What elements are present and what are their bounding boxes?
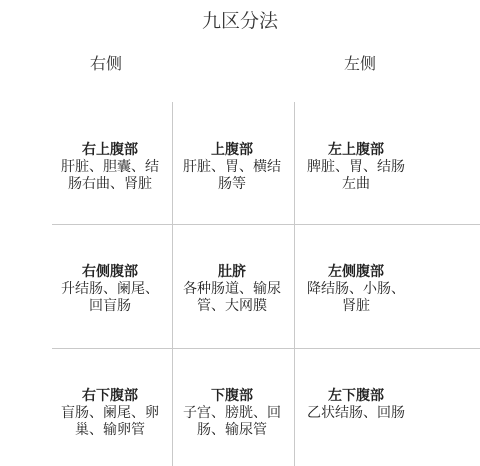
region-organs: 脾脏、胃、结肠 (307, 159, 405, 175)
region-organs: 肾脏 (342, 298, 370, 314)
region-organs: 肝脏、胃、横结 (183, 159, 281, 175)
diagram-title: 九区分法 (201, 10, 278, 32)
region-organs: 盲肠、阑尾、卵 (61, 405, 159, 421)
region-organs: 肠右曲、肾脏 (68, 176, 152, 192)
region-name: 左下腹部 (328, 388, 384, 404)
region-organs: 回盲肠 (89, 298, 131, 314)
region-organs: 管、大网膜 (197, 298, 267, 314)
region-middle-right (52, 264, 168, 315)
region-upper-left (298, 142, 414, 193)
region-name: 下腹部 (211, 388, 253, 404)
region-organs: 巢、输卵管 (75, 422, 145, 438)
region-organs: 升结肠、阑尾、 (61, 281, 159, 297)
grid-line-vertical-2 (294, 102, 295, 466)
region-organs: 子宫、膀胱、回 (183, 405, 281, 421)
side-label-right: 右侧 (89, 54, 122, 73)
region-lower-left (298, 388, 414, 422)
region-name: 右下腹部 (82, 388, 138, 404)
region-organs: 肠、输尿管 (197, 422, 267, 438)
region-lower-right (52, 388, 168, 439)
region-upper-middle (174, 142, 290, 193)
region-middle-center (174, 264, 290, 315)
region-name: 右上腹部 (82, 142, 138, 158)
region-middle-left (298, 264, 414, 315)
region-organs: 乙状结肠、回肠 (307, 405, 405, 421)
region-organs: 肠等 (218, 176, 246, 192)
grid-line-horizontal-2 (52, 348, 480, 349)
region-name: 肚脐 (218, 264, 246, 280)
region-lower-middle (174, 388, 290, 439)
side-label-left: 左侧 (343, 54, 376, 73)
region-organs: 左曲 (342, 176, 370, 192)
grid-line-vertical-1 (172, 102, 173, 466)
grid-line-horizontal-1 (52, 224, 480, 225)
region-organs: 各种肠道、输尿 (183, 281, 281, 297)
region-name: 左侧腹部 (328, 264, 384, 280)
region-organs: 降结肠、小肠、 (307, 281, 405, 297)
region-upper-right (52, 142, 168, 193)
region-organs: 肝脏、胆囊、结 (61, 159, 159, 175)
region-name: 上腹部 (211, 142, 253, 158)
region-name: 左上腹部 (328, 142, 384, 158)
region-name: 右侧腹部 (82, 264, 138, 280)
